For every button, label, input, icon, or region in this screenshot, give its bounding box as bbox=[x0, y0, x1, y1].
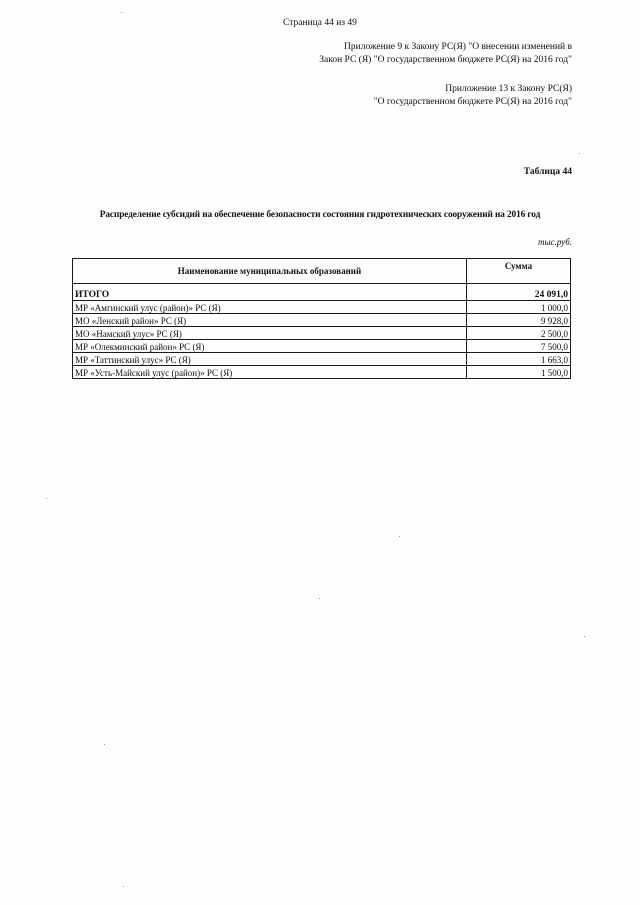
subsidy-sum: 1 000,0 bbox=[466, 301, 570, 314]
scan-speck bbox=[584, 636, 585, 637]
municipality-name: МО «Ленский район» РС (Я) bbox=[73, 314, 467, 327]
municipality-name: МР «Таттинский улус» РС (Я) bbox=[73, 353, 467, 366]
table-row bbox=[73, 314, 571, 327]
scan-speck bbox=[121, 12, 122, 13]
scan-speck bbox=[399, 536, 400, 537]
subsidy-sum: 1 500,0 bbox=[466, 366, 570, 379]
table-row bbox=[73, 353, 571, 366]
total-label: ИТОГО bbox=[73, 284, 467, 301]
subsidy-sum: 7 500,0 bbox=[466, 340, 570, 353]
page-number-header: Страница 44 из 49 bbox=[283, 18, 357, 28]
municipality-name: МР «Усть-Майский улус (район)» РС (Я) bbox=[73, 366, 467, 379]
municipality-name: МР «Амгинский улус (район)» РС (Я) bbox=[73, 301, 467, 314]
subsidy-sum: 9 928,0 bbox=[466, 314, 570, 327]
total-row bbox=[73, 284, 571, 301]
annex-13-line-2: "О государственном бюджете РС(Я) на 2016 год" bbox=[373, 97, 572, 107]
document-title: Распределение субсидий на обеспечение безопасности состояния гидротехнических сооружений на 2016 год bbox=[99, 210, 541, 220]
table-number: Таблица 44 bbox=[523, 167, 572, 177]
table-row bbox=[73, 327, 571, 340]
scan-speck bbox=[46, 498, 47, 499]
subsidy-sum: 1 663,0 bbox=[466, 353, 570, 366]
table-header-row bbox=[73, 259, 571, 284]
annex-9-reference bbox=[319, 41, 572, 67]
unit-label: тыс.руб. bbox=[538, 237, 572, 247]
scan-speck bbox=[123, 886, 124, 887]
header-sum: Сумма bbox=[466, 259, 570, 284]
subsidy-table bbox=[72, 258, 571, 379]
annex-13-reference bbox=[374, 83, 572, 109]
header-municipality: Наименование муниципальных образований bbox=[73, 259, 467, 284]
table-row bbox=[73, 366, 571, 379]
municipality-name: МО «Намский улус» РС (Я) bbox=[73, 327, 467, 340]
table-row bbox=[73, 340, 571, 353]
annex-9-line-2: Закон РС (Я) "О государственном бюджете РС(Я) на 2016 год" bbox=[319, 55, 572, 65]
scan-speck bbox=[319, 598, 320, 599]
subsidy-sum: 2 500,0 bbox=[466, 327, 570, 340]
municipality-name: МР «Олекминский район» РС (Я) bbox=[73, 340, 467, 353]
annex-13-line-1: Приложение 13 к Закону РС(Я) bbox=[445, 84, 572, 94]
scan-speck bbox=[579, 153, 580, 154]
total-sum: 24 091,0 bbox=[466, 284, 570, 301]
scan-speck bbox=[104, 744, 105, 745]
table-row bbox=[73, 301, 571, 314]
annex-9-line-1: Приложение 9 к Закону РС(Я) "О внесении изменений в bbox=[344, 42, 572, 52]
